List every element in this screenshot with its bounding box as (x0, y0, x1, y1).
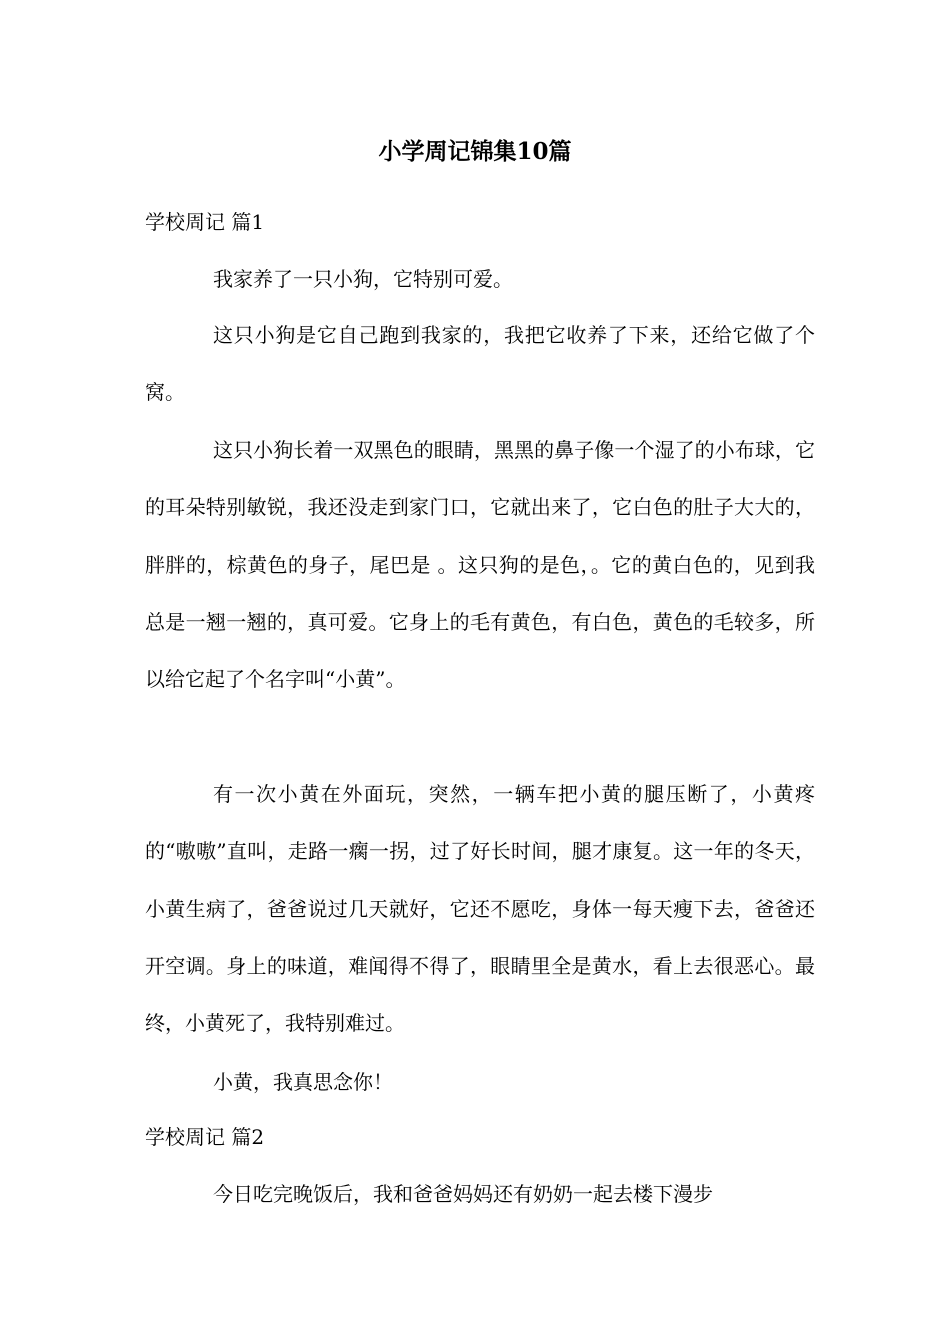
paragraph-1-5: 小黄，我真思念你！ (213, 1070, 393, 1094)
section-heading-1: 学校周记 篇1 (145, 210, 265, 234)
paragraph-1-2: 这只小狗是它自己跑到我家的，我把它收养了下来，还给它做了个窝。 (145, 323, 815, 405)
document-title: 小学周记锦集10篇 (378, 138, 572, 165)
paragraph-1-1: 我家养了一只小狗，它特别可爱。 (213, 267, 513, 291)
section-heading-2: 学校周记 篇2 (145, 1125, 265, 1149)
paragraph-1-4: 有一次小黄在外面玩，突然，一辆车把小黄的腿压断了，小黄疼的“嗷嗷”直叫，走路一瘸一拐，过了好长时间，腿才康复。这一年的冬天，小黄生病了，爸爸说过几天就好，它还不愿吃，身体一每天瘦下去，爸爸还开空调。身上的味道，难闻得不得了，眼睛里全是黄水，看上去很恶心。最终，小黄死了，我特别难过。 (145, 782, 815, 1036)
paragraph-1-3: 这只小狗长着一双黑色的眼睛，黑黑的鼻子像一个湿了的小布球，它的耳朵特别敏锐，我还没走到家门口，它就出来了，它白色的肚子大大的，胖胖的，棕黄色的身子，尾巴是 。这只狗的是色，。它的黄白色的，见到我总是一翘一翘的，真可爱。它身上的毛有黄色，有白色，黄色的毛较多，所以给它起了个名字叫“小黄”。 (145, 438, 815, 692)
paragraph-2-1: 今日吃完晚饭后，我和爸爸妈妈还有奶奶一起去楼下漫步 (213, 1182, 713, 1206)
